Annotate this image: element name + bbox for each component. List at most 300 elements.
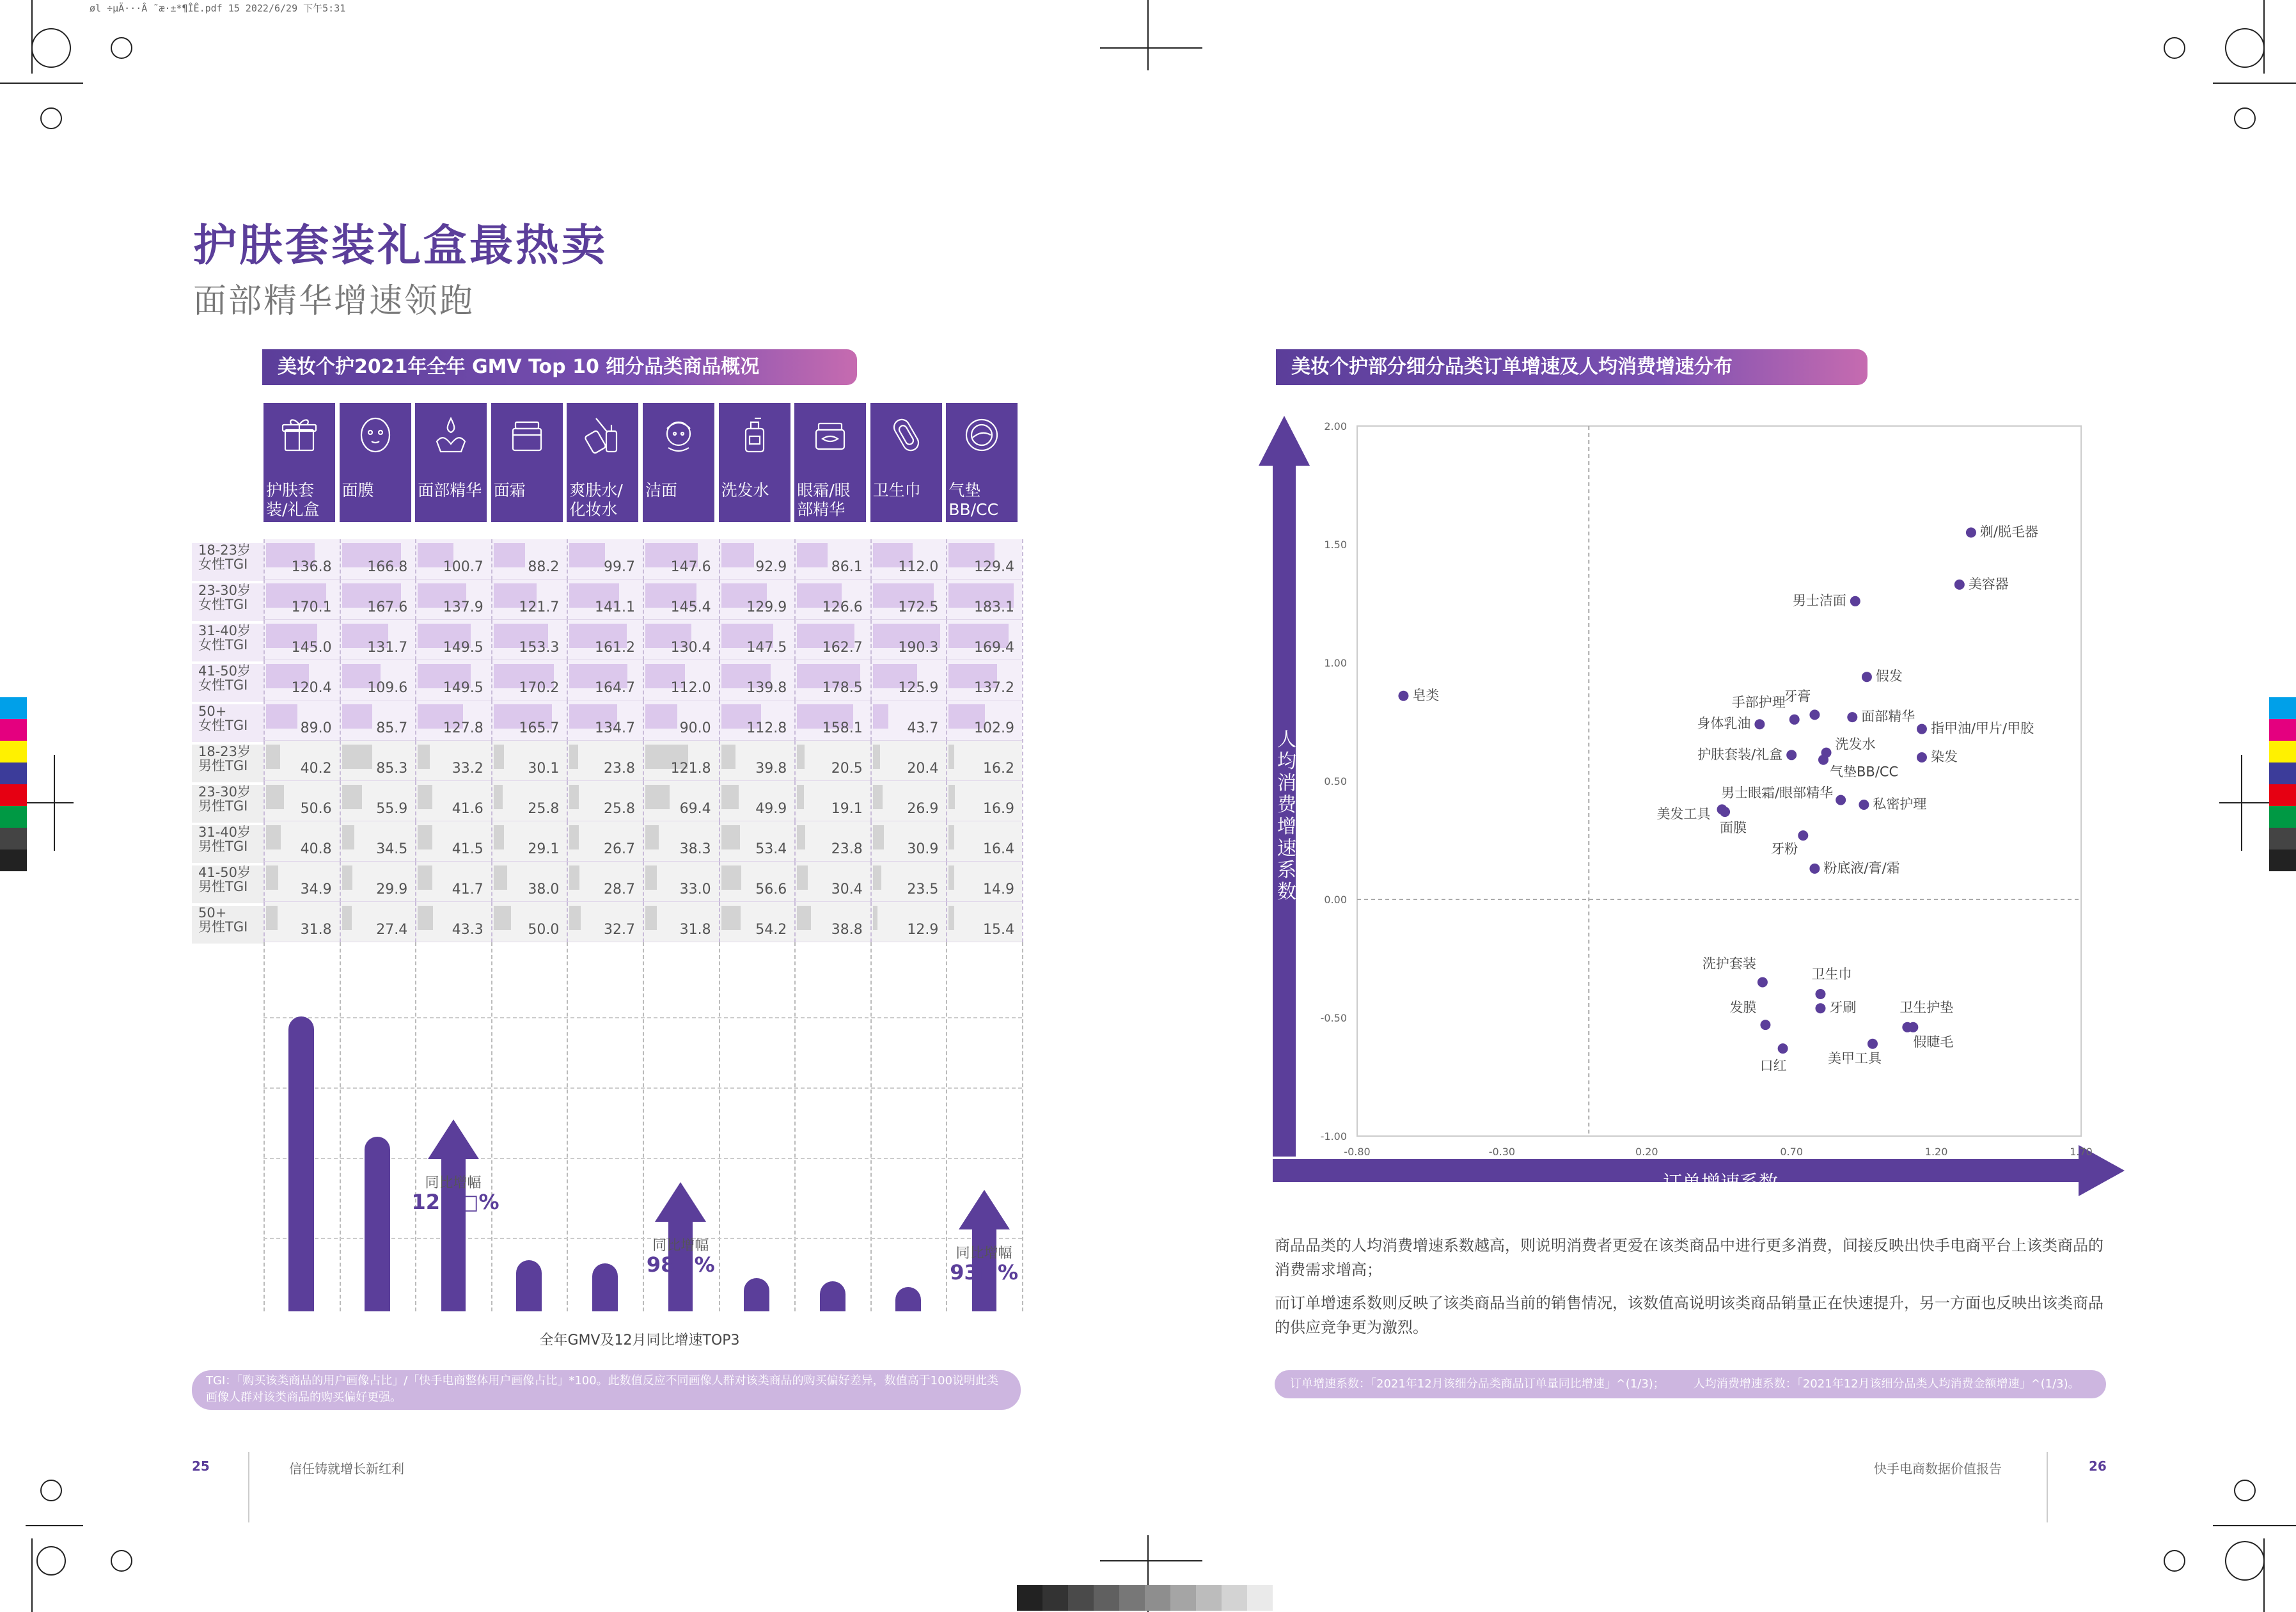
- tgi-cell: [946, 862, 1022, 902]
- right-panel-title: 美妆个护部分细分品类订单增速及人均消费增速分布: [1276, 349, 1867, 385]
- scatter-point-label: 手部护理: [1731, 694, 1786, 710]
- scatter-point-label: 气垫BB/CC: [1830, 764, 1899, 780]
- x-tick-label: -0.30: [1488, 1146, 1516, 1158]
- tgi-value: 102.9: [974, 720, 1014, 736]
- gmv-bar: [744, 1278, 769, 1311]
- column-guide: [340, 942, 341, 1311]
- scatter-point: [1815, 1003, 1825, 1013]
- tgi-cell: [870, 620, 947, 660]
- tgi-cell: [719, 821, 795, 862]
- tgi-value: 121.7: [519, 599, 560, 615]
- tgi-cell: [643, 781, 719, 821]
- tgi-value: 178.5: [822, 680, 863, 696]
- row-label-line: 31-40岁: [198, 825, 251, 840]
- chart-gridline: [263, 1087, 1022, 1089]
- tgi-bar: [494, 906, 512, 930]
- scatter-point-label: 牙膏: [1784, 688, 1811, 704]
- tgi-value: 16.4: [983, 841, 1014, 857]
- tgi-value: 28.7: [604, 881, 635, 897]
- tgi-cell: [340, 539, 416, 580]
- gmv-bar: [516, 1260, 542, 1311]
- x-axis-title: 订单增速系数: [1663, 1172, 1778, 1194]
- tgi-bar: [266, 704, 297, 729]
- y-tick-label: 0.50: [1324, 775, 1347, 787]
- tgi-cell: [719, 781, 795, 821]
- tgi-value: 100.7: [443, 559, 484, 575]
- scatter-point: [1867, 1039, 1878, 1049]
- tgi-cell: [567, 620, 643, 660]
- tgi-value: 137.2: [974, 680, 1014, 696]
- row-label-line: 41-50岁: [198, 865, 251, 880]
- tgi-bar: [721, 785, 739, 809]
- tgi-bar: [645, 865, 657, 890]
- tgi-cell: [263, 539, 340, 580]
- description-1: 商品品类的人均消费增速系数越高，则说明消费者更爱在该类商品中进行更多消费，间接反映出快手电商平台上该类商品的消费需求增高；: [1275, 1237, 2103, 1279]
- scatter-point: [1798, 830, 1808, 841]
- tgi-cell: [870, 539, 947, 580]
- tgi-value: 153.3: [519, 640, 560, 656]
- tgi-bar: [873, 704, 888, 729]
- tgi-value: 16.2: [983, 761, 1014, 777]
- tgi-cell: [340, 821, 416, 862]
- category-header: [946, 403, 1018, 522]
- tgi-value: 147.5: [746, 640, 787, 656]
- tgi-bar: [569, 825, 579, 849]
- tgi-cell: [340, 902, 416, 942]
- gmv-caption: 全年GMV及12月同比增速TOP3: [539, 1332, 740, 1348]
- tgi-bar: [342, 865, 353, 890]
- tgi-cell: [567, 781, 643, 821]
- tgi-cell: [946, 902, 1022, 942]
- tgi-value: 29.9: [376, 881, 408, 897]
- row-label-line: 男性TGI: [198, 919, 248, 935]
- tgi-value: 38.0: [528, 881, 560, 897]
- tgi-cell: [870, 580, 947, 620]
- row-label: [192, 745, 263, 782]
- tgi-value: 90.0: [679, 720, 711, 736]
- scatter-point-label: 面部精华: [1861, 709, 1915, 725]
- tgi-cell: [870, 862, 947, 902]
- gift-icon: [280, 416, 318, 454]
- tgi-cell: [340, 580, 416, 620]
- tgi-cell: [491, 821, 567, 862]
- tgi-value: 29.1: [528, 841, 560, 857]
- tgi-cell: [415, 620, 491, 660]
- tgi-cell: [946, 781, 1022, 821]
- category-label: 面霜: [493, 481, 526, 500]
- y-tick-label: -1.00: [1320, 1130, 1347, 1142]
- right-page-number: 26: [2089, 1458, 2107, 1474]
- tgi-value: 172.5: [898, 599, 939, 615]
- tgi-value: 40.2: [300, 761, 332, 777]
- growth-value: 12□□%: [411, 1190, 499, 1214]
- scatter-point: [1836, 795, 1846, 805]
- tgi-value: 121.8: [670, 761, 711, 777]
- tgi-cell: [870, 902, 947, 942]
- tgi-cell: [643, 821, 719, 862]
- category-label: 面膜: [342, 481, 374, 500]
- tgi-bar: [948, 865, 954, 890]
- tgi-cell: [263, 620, 340, 660]
- y-tick-label: 0.00: [1324, 894, 1347, 906]
- tgi-cell: [415, 660, 491, 700]
- row-label-line: 50+: [198, 905, 227, 921]
- tgi-bar: [645, 785, 670, 809]
- y-tick-label: 1.50: [1324, 539, 1347, 551]
- category-label: 洗发水: [721, 481, 769, 500]
- row-label-line: 女性TGI: [198, 557, 248, 572]
- tgi-value: 161.2: [595, 640, 635, 656]
- tgi-cell: [340, 862, 416, 902]
- tgi-value: 53.4: [755, 841, 787, 857]
- print-header: øl ÷µÄ···Â ˜æ·±*¶ÎÊ.pdf 15 2022/6/29 下午5:31: [90, 3, 346, 14]
- tgi-bar: [797, 543, 828, 567]
- scatter-point-label: 洗护套装: [1702, 956, 1756, 972]
- y-tick-label: 1.00: [1324, 657, 1347, 669]
- tgi-bar: [721, 543, 754, 567]
- tgi-cell: [263, 580, 340, 620]
- scatter-point: [1398, 691, 1408, 701]
- tgi-cell: [567, 741, 643, 781]
- tgi-cell: [567, 660, 643, 700]
- gmv-bar: [895, 1287, 921, 1311]
- tgi-value: 69.4: [679, 801, 711, 817]
- y-axis-title: 人 均 消 费 增 速 系 数: [1277, 729, 1296, 903]
- scatter-point: [1754, 719, 1765, 729]
- tgi-bar: [266, 865, 278, 890]
- tgi-value: 30.4: [831, 881, 863, 897]
- tgi-value: 12.9: [907, 922, 939, 938]
- tgi-value: 120.4: [291, 680, 332, 696]
- category-header: [870, 403, 942, 522]
- tgi-cell: [415, 862, 491, 902]
- x-tick-label: 1.20: [1924, 1146, 1948, 1158]
- tgi-value: 129.4: [974, 559, 1014, 575]
- tgi-cell: [415, 539, 491, 580]
- category-label: 面部精华: [418, 481, 482, 500]
- growth-value: 98□%: [646, 1252, 715, 1277]
- tgi-value: 158.1: [822, 720, 863, 736]
- scatter-point-label: 美容器: [1968, 576, 2009, 592]
- scatter-chart: [1254, 409, 2130, 1209]
- growth-label: 同比增幅: [652, 1238, 709, 1254]
- tgi-value: 89.0: [300, 720, 332, 736]
- tgi-cell: [491, 902, 567, 942]
- row-label-line: 女性TGI: [198, 718, 248, 733]
- tgi-bar: [797, 865, 808, 890]
- tgi-cell: [794, 902, 870, 942]
- tgi-cell: [491, 620, 567, 660]
- tgi-bar: [645, 825, 659, 849]
- gmv-bar: [592, 1263, 618, 1311]
- tgi-bar: [873, 825, 884, 849]
- tgi-cell: [946, 620, 1022, 660]
- tgi-value: 112.0: [670, 680, 711, 696]
- tgi-value: 23.5: [907, 881, 939, 897]
- tgi-cell: [415, 781, 491, 821]
- tgi-bar: [342, 745, 372, 769]
- tgi-value: 25.8: [604, 801, 635, 817]
- scatter-point-label: 假发: [1875, 668, 1903, 684]
- cushion-compact-icon: [963, 416, 1001, 454]
- tgi-value: 125.9: [898, 680, 939, 696]
- growth-value: 93□%: [950, 1260, 1019, 1284]
- category-header: [491, 403, 563, 522]
- tgi-cell: [491, 741, 567, 781]
- tgi-bar: [948, 825, 954, 849]
- tgi-value: 183.1: [974, 599, 1014, 615]
- tgi-value: 86.1: [831, 559, 863, 575]
- tgi-value: 164.7: [595, 680, 635, 696]
- shampoo-bottle-icon: [735, 416, 774, 454]
- tgi-bar: [948, 906, 954, 930]
- gmv-bar: [365, 1137, 390, 1311]
- tgi-cell: [567, 862, 643, 902]
- category-header: [415, 403, 487, 522]
- tgi-value: 25.8: [528, 801, 560, 817]
- tgi-cell: [567, 580, 643, 620]
- tgi-bar: [797, 745, 804, 769]
- tgi-bar: [342, 704, 372, 729]
- tgi-cell: [643, 660, 719, 700]
- tgi-value: 56.6: [755, 881, 787, 897]
- tgi-cell: [491, 781, 567, 821]
- tgi-value: 55.9: [376, 801, 408, 817]
- tgi-value: 109.6: [367, 680, 408, 696]
- tgi-cell: [946, 660, 1022, 700]
- left-footer-text: 信任铸就增长新红利: [289, 1461, 404, 1476]
- row-label-line: 女性TGI: [198, 597, 248, 612]
- tgi-value: 112.8: [746, 720, 787, 736]
- tgi-cell: [870, 821, 947, 862]
- tgi-value: 99.7: [604, 559, 635, 575]
- scatter-point-label: 皂类: [1412, 687, 1440, 703]
- category-label: 洁面: [645, 481, 678, 500]
- tgi-value: 130.4: [670, 640, 711, 656]
- tgi-value: 39.8: [755, 761, 787, 777]
- x-tick-label: 0.20: [1635, 1146, 1658, 1158]
- scatter-point: [1809, 709, 1820, 720]
- tgi-bar: [721, 865, 741, 890]
- tgi-cell: [794, 660, 870, 700]
- tgi-cell: [643, 620, 719, 660]
- scatter-point-label: 粉底液/膏/霜: [1823, 860, 1900, 876]
- tgi-value: 31.8: [679, 922, 711, 938]
- row-label-line: 18-23岁: [198, 744, 251, 759]
- tgi-cell: [870, 781, 947, 821]
- scatter-point-label: 身体乳油: [1697, 716, 1751, 732]
- tgi-value: 43.7: [907, 720, 939, 736]
- tgi-bar: [797, 785, 804, 809]
- scatter-point: [1908, 1022, 1918, 1032]
- tgi-bar: [266, 785, 284, 809]
- row-label-line: 23-30岁: [198, 583, 251, 598]
- tgi-value: 139.8: [746, 680, 787, 696]
- scatter-point: [1862, 672, 1872, 682]
- category-header: [263, 403, 335, 522]
- tgi-cell: [794, 620, 870, 660]
- tgi-cell: [946, 700, 1022, 741]
- tgi-cell: [491, 539, 567, 580]
- tgi-bar: [645, 906, 657, 930]
- left-panel-title: 美妆个护2021年全年 GMV Top 10 细分品类商品概况: [262, 349, 857, 385]
- table-edge: [1022, 539, 1023, 942]
- category-header: [340, 403, 411, 522]
- tgi-value: 30.9: [907, 841, 939, 857]
- tgi-cell: [491, 660, 567, 700]
- row-label-line: 男性TGI: [198, 879, 248, 894]
- column-guide: [415, 942, 416, 1311]
- category-label: 眼霜/眼部精华: [797, 481, 851, 519]
- tgi-cell: [567, 821, 643, 862]
- scatter-point: [1818, 755, 1828, 765]
- tgi-value: 34.9: [300, 881, 332, 897]
- tgi-value: 88.2: [528, 559, 560, 575]
- tgi-value: 14.9: [983, 881, 1014, 897]
- tgi-value: 20.4: [907, 761, 939, 777]
- tgi-value: 41.5: [452, 841, 484, 857]
- row-label-line: 31-40岁: [198, 623, 251, 638]
- row-label-line: 23-30岁: [198, 784, 251, 800]
- tgi-cell: [491, 862, 567, 902]
- scatter-point: [1809, 864, 1820, 874]
- row-label-line: 男性TGI: [198, 839, 248, 854]
- tgi-cell: [263, 781, 340, 821]
- tgi-cell: [567, 700, 643, 741]
- category-label: 爽肤水/化妆水: [569, 481, 623, 519]
- gmv-bar: [288, 1016, 314, 1311]
- tgi-bar: [494, 745, 505, 769]
- tgi-cell: [794, 741, 870, 781]
- tgi-cell: [340, 741, 416, 781]
- left-page-number: 25: [192, 1458, 210, 1474]
- tgi-value: 20.5: [831, 761, 863, 777]
- tgi-cell: [415, 580, 491, 620]
- x-tick-label: 1.70: [2070, 1146, 2093, 1158]
- category-header: [567, 403, 638, 522]
- tgi-value: 131.7: [367, 640, 408, 656]
- page-subtitle: 面部精华增速领跑: [193, 282, 475, 320]
- tgi-bar: [721, 825, 741, 849]
- tgi-cell: [946, 539, 1022, 580]
- tgi-cell: [491, 580, 567, 620]
- eye-cream-icon: [811, 416, 849, 454]
- right-footer-text: 快手电商数据价值报告: [1874, 1461, 2002, 1476]
- tgi-cell: [340, 700, 416, 741]
- serum-drop-icon: [432, 416, 470, 454]
- tgi-cell: [567, 902, 643, 942]
- tgi-bar: [873, 745, 880, 769]
- tgi-cell: [870, 741, 947, 781]
- tgi-bar: [873, 865, 881, 890]
- growth-label: 同比增幅: [425, 1175, 482, 1191]
- scatter-point-label: 护肤套装/礼盒: [1697, 747, 1783, 763]
- tgi-value: 134.7: [595, 720, 635, 736]
- tgi-value: 141.1: [595, 599, 635, 615]
- tgi-value: 49.9: [755, 801, 787, 817]
- row-label-line: 41-50岁: [198, 663, 251, 679]
- tgi-cell: [643, 580, 719, 620]
- tgi-cell: [794, 580, 870, 620]
- scatter-point-label: 卫生巾: [1811, 967, 1852, 982]
- footer-divider-left: [248, 1452, 249, 1522]
- scatter-point: [1917, 752, 1927, 763]
- tgi-cell: [719, 862, 795, 902]
- cream-jar-icon: [508, 416, 546, 454]
- y-tick-label: 2.00: [1324, 420, 1347, 432]
- scatter-point: [1850, 596, 1860, 606]
- scatter-point: [1757, 977, 1768, 988]
- tgi-cell: [794, 862, 870, 902]
- tgi-value: 136.8: [291, 559, 332, 575]
- tgi-cell: [643, 902, 719, 942]
- tgi-value: 149.5: [443, 640, 484, 656]
- tgi-bar: [418, 825, 432, 849]
- tgi-cell: [643, 862, 719, 902]
- tgi-bar: [948, 785, 954, 809]
- scatter-point-label: 假睫毛: [1913, 1034, 1954, 1050]
- row-label: [192, 906, 263, 944]
- tgi-value: 149.5: [443, 680, 484, 696]
- tgi-value: 50.0: [528, 922, 560, 938]
- scatter-point: [1954, 580, 1965, 590]
- tgi-cell: [415, 821, 491, 862]
- tgi-bar: [569, 745, 578, 769]
- description-2: 而订单增速系数则反映了该类商品当前的销售情况，该数值高说明该类商品销量正在快速提升，另一方面也反映出该类商品的供应竞争更为激烈。: [1275, 1294, 2103, 1336]
- tgi-value: 147.6: [670, 559, 711, 575]
- column-guide: [794, 942, 796, 1311]
- tgi-value: 170.2: [519, 680, 560, 696]
- scatter-point: [1720, 807, 1730, 817]
- tgi-bar: [721, 745, 735, 769]
- scatter-point-label: 洗发水: [1835, 736, 1876, 752]
- scatter-point: [1760, 1020, 1770, 1030]
- tgi-value: 33.0: [679, 881, 711, 897]
- tgi-cell: [263, 741, 340, 781]
- tgi-cell: [415, 741, 491, 781]
- tgi-cell: [794, 700, 870, 741]
- chart-gridline: [263, 1017, 1022, 1018]
- scatter-point: [1859, 800, 1869, 810]
- tgi-bar: [266, 745, 280, 769]
- row-label: [192, 785, 263, 823]
- tgi-cell: [946, 741, 1022, 781]
- tgi-cell: [263, 902, 340, 942]
- tgi-cell: [643, 539, 719, 580]
- scatter-point: [1786, 750, 1797, 760]
- tgi-bar: [494, 785, 503, 809]
- toner-bottle-icon: [583, 416, 622, 454]
- tgi-value: 190.3: [898, 640, 939, 656]
- growth-label: 同比增幅: [955, 1245, 1012, 1261]
- column-guide: [870, 942, 872, 1311]
- tgi-cell: [794, 781, 870, 821]
- tgi-value: 169.4: [974, 640, 1014, 656]
- tgi-cell: [870, 700, 947, 741]
- row-label-line: 女性TGI: [198, 637, 248, 652]
- scatter-point-label: 美甲工具: [1827, 1050, 1882, 1066]
- tgi-value: 43.3: [452, 922, 484, 938]
- tgi-value: 112.0: [898, 559, 939, 575]
- row-label-line: 50+: [198, 704, 227, 719]
- tgi-value: 92.9: [755, 559, 787, 575]
- scatter-point: [1966, 528, 1976, 538]
- tgi-value: 137.9: [443, 599, 484, 615]
- tgi-bar: [873, 785, 883, 809]
- scatter-point: [1789, 715, 1800, 725]
- tgi-value: 26.7: [604, 841, 635, 857]
- column-guide: [263, 942, 265, 1311]
